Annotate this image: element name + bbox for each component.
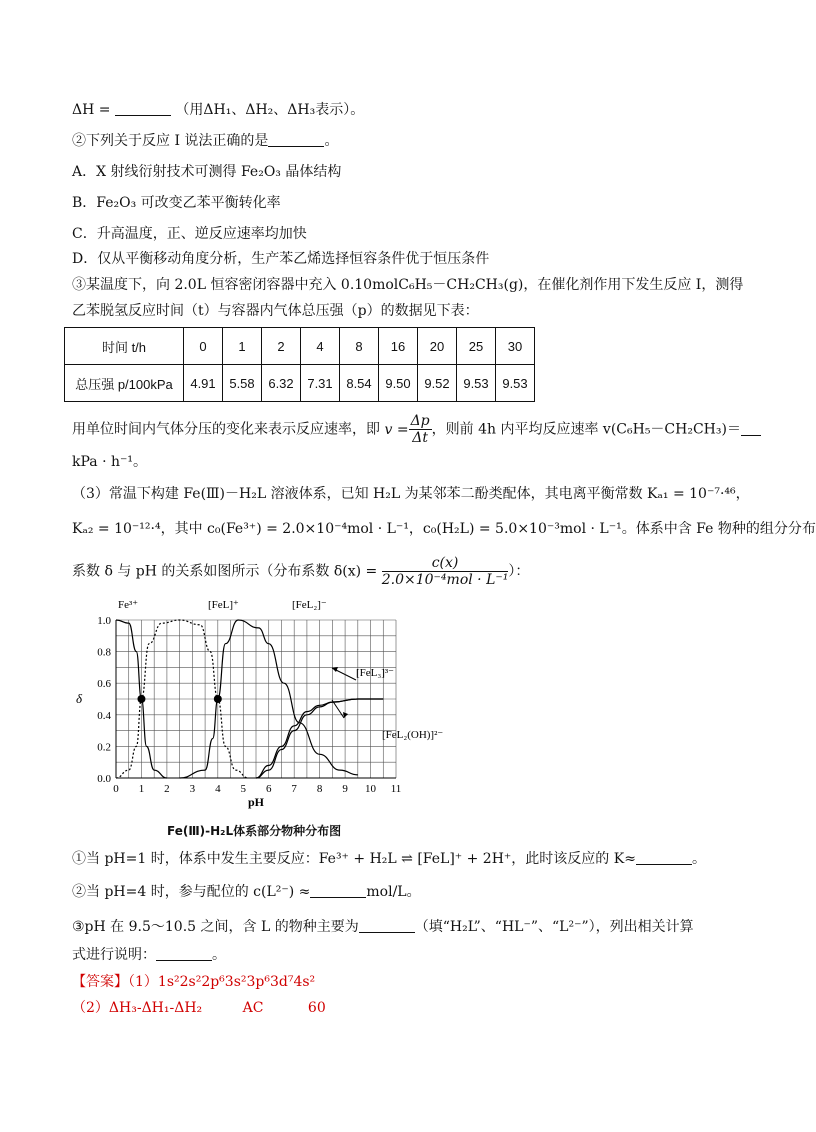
series-label: [FeL₂(OH)]²⁻ [382, 729, 444, 741]
frac-num: c(x) [382, 555, 509, 572]
answer-blank[interactable] [310, 883, 366, 898]
table-cell: 9.53 [457, 365, 496, 402]
y-axis-label: δ [76, 691, 83, 706]
x-tick-label: 3 [189, 783, 196, 795]
s3-l3-end: ）： [508, 563, 530, 580]
table-cell: 0 [184, 328, 223, 365]
x-tick-label: 9 [342, 783, 348, 795]
answer-blank[interactable] [359, 918, 415, 933]
q2-text: ②下列关于反应 I 说法正确的是 [72, 133, 269, 149]
species-distribution-chart [60, 594, 444, 820]
x-tick-label: 1 [138, 783, 145, 795]
s3-q3-l2-text: 式进行说明： [72, 947, 156, 963]
x-tick-label: 6 [265, 783, 272, 795]
s3-q3 [72, 917, 694, 937]
period: 。 [324, 133, 339, 149]
series-label: [FeL]⁺ [208, 599, 239, 611]
answer-blank[interactable] [115, 101, 171, 116]
x-tick-label: 8 [316, 783, 323, 795]
rate-line [72, 413, 761, 446]
arrow-line [332, 700, 344, 718]
answer-line2 [72, 998, 326, 1018]
section3-line3 [72, 555, 529, 588]
s3-q1-text: ①当 pH=1 时，体系中发生主要反应：Fe³⁺ + H₂L ⇌ [FeL]⁺ + 2H⁺，此时该反应的 K≈ [72, 851, 636, 867]
table-cell: 25 [457, 328, 496, 365]
answer-line1: 【答案】（1）1s²2s²2p⁶3s²3p⁶3d⁷4s² [72, 974, 316, 990]
intersection-point [137, 695, 145, 703]
s3-q2-unit: mol/L。 [366, 884, 421, 900]
table-row [65, 328, 535, 365]
answer-blank[interactable] [156, 946, 212, 961]
x-tick-label: 7 [291, 783, 297, 795]
table-cell: 4.91 [184, 365, 223, 402]
table-cell: 5.58 [223, 365, 262, 402]
arrow-head [332, 667, 338, 672]
delta-fraction [382, 555, 509, 588]
table-cell: 9.53 [496, 365, 535, 402]
s3-q1 [72, 849, 706, 869]
period: 。 [212, 947, 226, 963]
option-a: A．X 射线衍射技术可测得 Fe₂O₃ 晶体结构 [72, 164, 342, 180]
y-tick-label: 0.6 [97, 678, 111, 691]
section3-line2: Kₐ₂ = 10⁻¹²·⁴，其中 c₀(Fe³⁺) = 2.0×10⁻⁴mol · L⁻¹，c₀(H₂L) = 5.0×10⁻³mol · L⁻¹。体系中含 Fe 物种的组分分布 [72, 521, 816, 537]
chart-caption: Fe(Ⅲ)-H₂L体系部分物种分布图 [167, 824, 342, 838]
period: 。 [691, 851, 706, 867]
q-dh [72, 100, 364, 120]
option-c: C．升高温度，正、逆反应速率均加快 [72, 226, 307, 242]
series-label: [FeL₂]⁻ [292, 599, 327, 611]
pressure-table [64, 327, 535, 402]
y-tick-label: 0.8 [97, 646, 111, 659]
x-tick-label: 0 [113, 783, 119, 795]
x-tick-label: 5 [240, 783, 247, 795]
answer-blank[interactable] [268, 132, 324, 147]
x-tick-label: 10 [365, 783, 377, 795]
rate-formula: v = [384, 421, 409, 438]
rate-unit: kPa · h⁻¹。 [72, 454, 147, 470]
table-cell: 8.54 [340, 365, 379, 402]
dh-hint: （用ΔH₁、ΔH₂、ΔH₃表示）。 [175, 102, 365, 118]
s3-q3-line2 [72, 945, 226, 965]
y-tick-label: 0.2 [97, 741, 111, 754]
table-cell: 6.32 [262, 365, 301, 402]
table-cell: 9.50 [379, 365, 418, 402]
table-cell: 4 [301, 328, 340, 365]
table-cell: 1 [223, 328, 262, 365]
s3-l3-text: 系数 δ 与 pH 的关系如图所示（分布系数 δ(x) = [72, 563, 378, 580]
x-axis-label: pH [247, 795, 265, 809]
series-label: [FeL₃]³⁻ [356, 667, 394, 679]
s3-q3-text: ③pH 在 9.5～10.5 之间，含 L 的物种主要为 [72, 919, 359, 935]
table-cell: 7.31 [301, 365, 340, 402]
rate-pre: 用单位时间内气体分压的变化来表示反应速率，即 [72, 421, 380, 438]
answer-blank[interactable] [741, 421, 761, 436]
answer-2-prefix: （2）ΔH₃-ΔH₁-ΔH₂ [72, 1000, 203, 1016]
s3-q3-end: （填“H₂L”、“HL⁻”、“L²⁻”），列出相关计算 [414, 919, 694, 935]
s3-q2 [72, 882, 421, 902]
table-cell: 20 [418, 328, 457, 365]
intersection-point [214, 695, 222, 703]
rate-fraction: $\frac{\Delta p}{\Delta t}$ [410, 413, 430, 446]
rate-mid: ，则前 4h 内平均反应速率 v(C₆H₅－CH₂CH₃)＝ [431, 421, 741, 438]
table-cell: 9.52 [418, 365, 457, 402]
table-cell: 30 [496, 328, 535, 365]
table-cell: 8 [340, 328, 379, 365]
x-tick-label: 4 [215, 783, 221, 795]
y-tick-label: 0.4 [97, 709, 111, 722]
table-cell: 16 [379, 328, 418, 365]
answer-2b: AC [242, 1000, 264, 1016]
frac-den: 2.0×10⁻⁴mol · L⁻¹ [381, 572, 509, 588]
option-d: D．仅从平衡移动角度分析，生产苯乙烯选择恒容条件优于恒压条件 [72, 251, 490, 267]
y-tick-label: 1.0 [97, 615, 111, 627]
x-tick-label: 2 [164, 783, 170, 795]
q3-line1: ③某温度下，向 2.0L 恒容密闭容器中充入 0.10molC₆H₅－CH₂CH₃(g)，在催化剂作用下发生反应 I，测得 [72, 277, 744, 293]
dh-label: ΔH = [72, 102, 111, 118]
answer-2c: 60 [307, 1000, 326, 1016]
answer-blank[interactable] [636, 850, 692, 865]
table-row [65, 365, 535, 402]
q2 [72, 131, 338, 151]
q3-line2: 乙苯脱氢反应时间（t）与容器内气体总压强（p）的数据见下表： [72, 303, 479, 319]
section3-line1: （3）常温下构建 Fe(Ⅲ)－H₂L 溶液体系，已知 H₂L 为某邻苯二酚类配体，其电离平衡常数 Kₐ₁ = 10⁻⁷·⁴⁶， [72, 486, 750, 502]
series-label: Fe³⁺ [118, 599, 139, 611]
x-tick-label: 11 [390, 783, 402, 795]
table-header-pressure: 总压强 p/100kPa [65, 365, 184, 402]
option-b: B．Fe₂O₃ 可改变乙苯平衡转化率 [72, 195, 281, 211]
y-tick-label: 0.0 [97, 773, 111, 785]
table-header-time: 时间 t/h [65, 328, 184, 365]
s3-q2-text: ②当 pH=4 时，参与配位的 c(L²⁻) ≈ [72, 884, 311, 900]
table-cell: 2 [262, 328, 301, 365]
